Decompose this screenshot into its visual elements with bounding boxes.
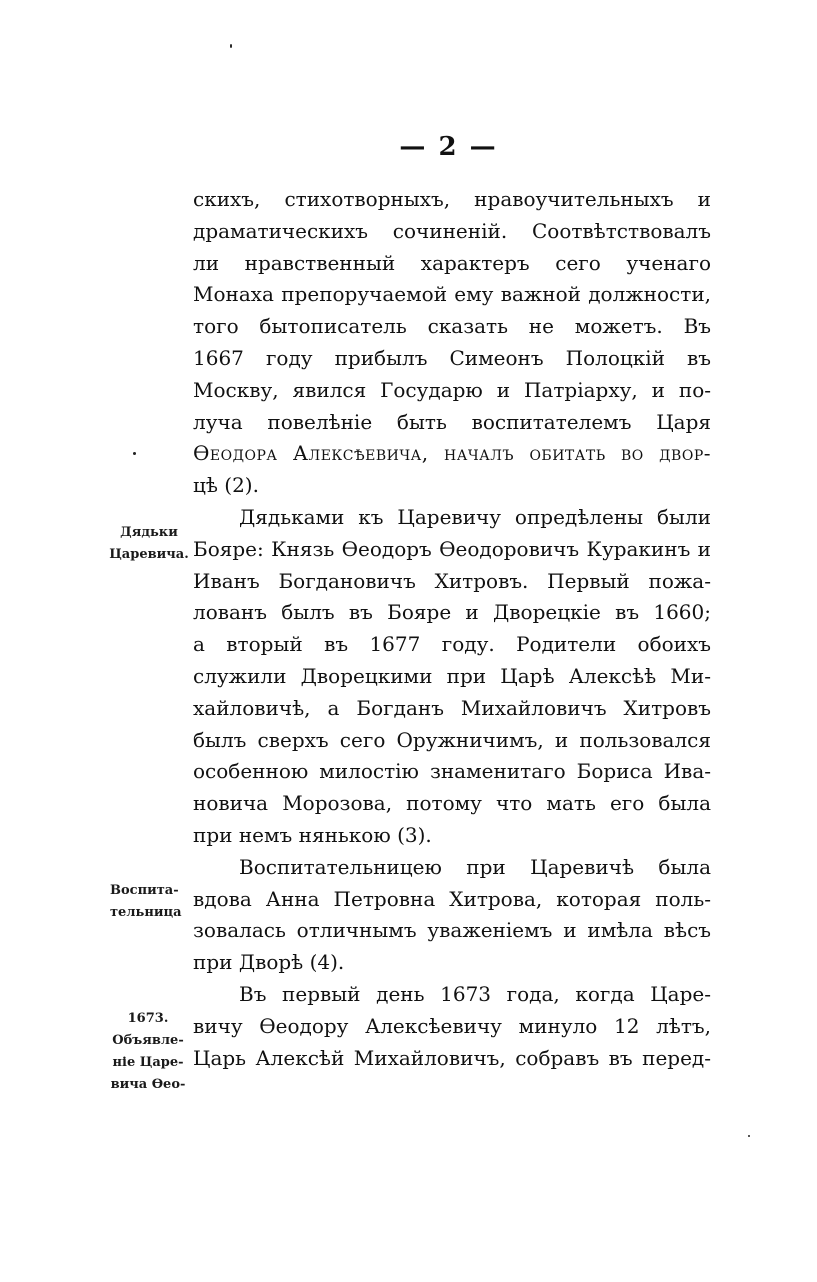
text-line: особенною милостію знаменитаго Бориса Ива-: [193, 759, 711, 784]
margin-note-line: Объявле-: [112, 1033, 184, 1048]
text-line: служили Дворецкими при Царѣ Алексѣѣ Ми-: [193, 663, 711, 688]
print-speck: [748, 1135, 750, 1137]
body-text: [193, 184, 711, 1074]
margin-note-line: тельница: [110, 905, 182, 920]
text-line: вичу Ѳеодору Алексѣевичу минуло 12 лѣтъ,: [193, 1013, 711, 1038]
text-line: при немъ нянькою (3).: [193, 822, 432, 847]
paragraph-start-line: Въ первый день 1673 года, когда Царе-: [239, 981, 711, 1006]
print-speck: [230, 44, 232, 48]
text-line: скихъ, стихотворныхъ, нравоучительныхъ и: [193, 187, 711, 211]
margin-note-line: Воспита-: [110, 883, 179, 898]
text-line: того бытописатель сказать не можетъ. Въ: [193, 314, 711, 339]
text-line: ли нравственный характеръ сего ученаго: [193, 250, 711, 275]
text-line: а вторый въ 1677 году. Родители обоихъ: [193, 632, 711, 657]
text-line: Москву, явился Государю и Патріарху, и по-: [193, 377, 711, 402]
text-line: при Дворѣ (4).: [193, 950, 345, 975]
text-line: Монаха препоручаемой ему важной должности,: [193, 282, 711, 307]
page-number: — 2 —: [399, 132, 498, 162]
text-line: лованъ былъ въ Бояре и Дворецкіе въ 1660;: [193, 600, 711, 625]
text-line: новича Морозова, потому что мать его была: [193, 791, 711, 816]
text-line: Царь Алексѣй Михайловичъ, собравъ въ перед-: [193, 1045, 711, 1070]
text-line: драматическихъ сочиненій. Соотвѣтствовалъ: [193, 218, 711, 243]
text-line: былъ сверхъ сего Оружничимъ, и пользовался: [193, 727, 711, 752]
text-line: цѣ (2).: [193, 473, 259, 498]
text-line: Бояре: Князь Ѳеодоръ Ѳеодоровичъ Куракинъ и: [193, 536, 711, 561]
text-line: зовалась отличнымъ уваженіемъ и имѣла вѣсъ: [193, 918, 711, 943]
margin-note-line: Дядьки: [120, 525, 178, 540]
margin-note-governess: [110, 880, 202, 924]
paragraph-start-line: Воспитательницею при Царевичѣ была: [239, 854, 711, 879]
margin-note-line: 1673.: [127, 1011, 169, 1026]
text-line: Ѳеодора Алексѣевича, началъ обитать во двор-: [193, 441, 711, 466]
text-line: хайловичѣ, а Богданъ Михайловичъ Хитровъ: [193, 695, 711, 720]
margin-note-announcement: [106, 1008, 190, 1096]
margin-note-line: вича Ѳео-: [110, 1077, 186, 1092]
paragraph-start-line: Дядьками къ Царевичу опредѣлены были: [239, 504, 711, 529]
print-speck: [133, 452, 136, 455]
text-line: Иванъ Богдановичъ Хитровъ. Первый пожа-: [193, 568, 711, 593]
text-line: луча повелѣніе быть воспитателемъ Царя: [193, 409, 711, 434]
margin-note-tutors: [108, 522, 190, 566]
margin-note-line: ніе Царе-: [112, 1055, 184, 1070]
text-line: вдова Анна Петровна Хитрова, которая поль-: [193, 886, 711, 911]
text-line: 1667 году прибылъ Симеонъ Полоцкій въ: [193, 345, 711, 370]
margin-note-line: Царевича.: [109, 547, 189, 562]
